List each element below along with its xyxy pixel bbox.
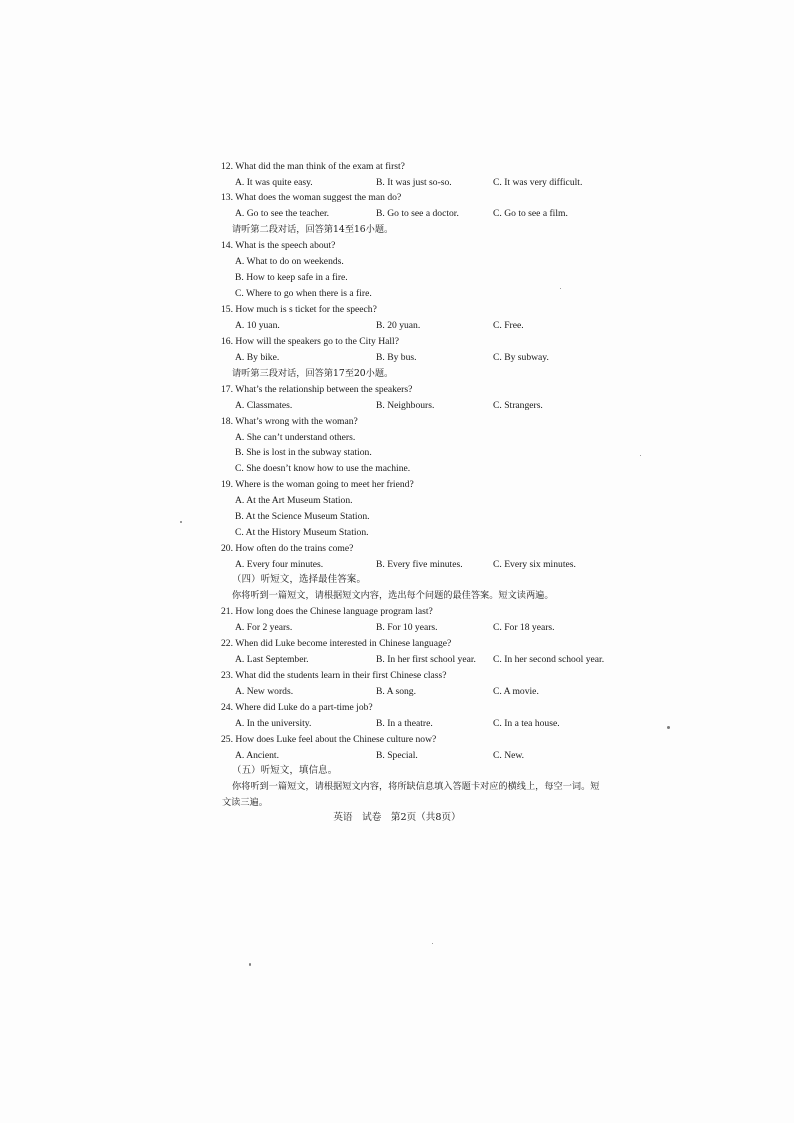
- question-17: 17. What’s the relationship between the speakers?: [221, 384, 413, 395]
- question-19: 19. Where is the woman going to meet her friend?: [221, 479, 414, 490]
- question-15: 15. How much is s ticket for the speech?: [221, 304, 377, 315]
- q17-option-a: A. Classmates.: [235, 400, 293, 411]
- q17-option-b: B. Neighbours.: [376, 400, 435, 411]
- question-24: 24. Where did Luke do a part-time job?: [221, 702, 373, 713]
- q15-option-a: A. 10 yuan.: [235, 320, 280, 331]
- q25-option-b: B. Special.: [376, 750, 418, 761]
- q18-option-b: B. She is lost in the subway station.: [235, 447, 372, 458]
- scan-speck: [560, 288, 561, 289]
- q21-option-b: B. For 10 years.: [376, 622, 438, 633]
- q15-option-b: B. 20 yuan.: [376, 320, 421, 331]
- q25-option-c: C. New.: [493, 750, 525, 761]
- q13-option-b: B. Go to see a doctor.: [376, 208, 459, 219]
- q22-option-a: A. Last September.: [235, 654, 309, 665]
- q17-option-c: C. Strangers.: [493, 400, 543, 411]
- instruction-dialog-2: 请听第二段对话，回答第14至16小题。: [232, 224, 394, 235]
- section-4-title: （四）听短文，选择最佳答案。: [232, 574, 367, 585]
- q22-option-b: B. In her first school year.: [376, 654, 476, 665]
- q14-option-a: A. What to do on weekends.: [235, 256, 344, 267]
- instruction-dialog-3: 请听第三段对话，回答第17至20小题。: [232, 368, 394, 379]
- question-14: 14. What is the speech about?: [221, 240, 336, 251]
- q23-option-c: C. A movie.: [493, 686, 539, 697]
- q20-option-c: C. Every six minutes.: [493, 559, 576, 570]
- q25-option-a: A. Ancient.: [235, 750, 279, 761]
- q18-option-a: A. She can’t understand others.: [235, 432, 356, 443]
- q19-option-a: A. At the Art Museum Station.: [235, 495, 353, 506]
- question-25: 25. How does Luke feel about the Chinese culture now?: [221, 734, 437, 745]
- q14-option-c: C. Where to go when there is a fire.: [235, 288, 372, 299]
- question-23: 23. What did the students learn in their first Chinese class?: [221, 670, 447, 681]
- scan-speck: [432, 943, 433, 944]
- q24-option-a: A. In the university.: [235, 718, 312, 729]
- question-20: 20. How often do the trains come?: [221, 543, 354, 554]
- scan-speck: [640, 455, 641, 456]
- section-5-instruction-line-2: 文读三遍。: [222, 797, 268, 808]
- q22-option-c: C. In her second school year.: [493, 654, 605, 665]
- q23-option-a: A. New words.: [235, 686, 294, 697]
- page-footer: 英语 试卷 第2页（共8页）: [333, 812, 461, 823]
- q20-option-b: B. Every five minutes.: [376, 559, 463, 570]
- q16-option-b: B. By bus.: [376, 352, 417, 363]
- q14-option-b: B. How to keep safe in a fire.: [235, 272, 348, 283]
- question-16: 16. How will the speakers go to the City Hall?: [221, 336, 399, 347]
- q16-option-a: A. By bike.: [235, 352, 280, 363]
- scan-speck: [180, 521, 182, 523]
- q12-option-b: B. It was just so-so.: [376, 177, 452, 188]
- question-12: 12. What did the man think of the exam at first?: [221, 161, 405, 172]
- scan-speck: [249, 963, 251, 966]
- q16-option-c: C. By subway.: [493, 352, 549, 363]
- section-5-instruction-line-1: 你将听到一篇短文，请根据短文内容，将所缺信息填入答题卡对应的横线上，每空一词。短: [232, 781, 600, 792]
- q18-option-c: C. She doesn’t know how to use the machine.: [235, 463, 411, 474]
- q21-option-a: A. For 2 years.: [235, 622, 293, 633]
- section-4-instruction: 你将听到一篇短文，请根据短文内容，选出每个问题的最佳答案。短文读两遍。: [232, 590, 554, 601]
- question-21: 21. How long does the Chinese language program last?: [221, 606, 433, 617]
- q19-option-c: C. At the History Museum Station.: [235, 527, 369, 538]
- q21-option-c: C. For 18 years.: [493, 622, 555, 633]
- section-5-title: （五）听短文，填信息。: [232, 765, 338, 776]
- q13-option-a: A. Go to see the teacher.: [235, 208, 330, 219]
- question-22: 22. When did Luke become interested in Chinese language?: [221, 638, 452, 649]
- q24-option-c: C. In a tea house.: [493, 718, 560, 729]
- question-18: 18. What’s wrong with the woman?: [221, 416, 358, 427]
- q19-option-b: B. At the Science Museum Station.: [235, 511, 370, 522]
- q12-option-a: A. It was quite easy.: [235, 177, 313, 188]
- question-13: 13. What does the woman suggest the man do?: [221, 192, 402, 203]
- q20-option-a: A. Every four minutes.: [235, 559, 324, 570]
- q23-option-b: B. A song.: [376, 686, 416, 697]
- q12-option-c: C. It was very difficult.: [493, 177, 583, 188]
- q15-option-c: C. Free.: [493, 320, 524, 331]
- q24-option-b: B. In a theatre.: [376, 718, 433, 729]
- q13-option-c: C. Go to see a film.: [493, 208, 568, 219]
- scan-speck: [667, 726, 670, 729]
